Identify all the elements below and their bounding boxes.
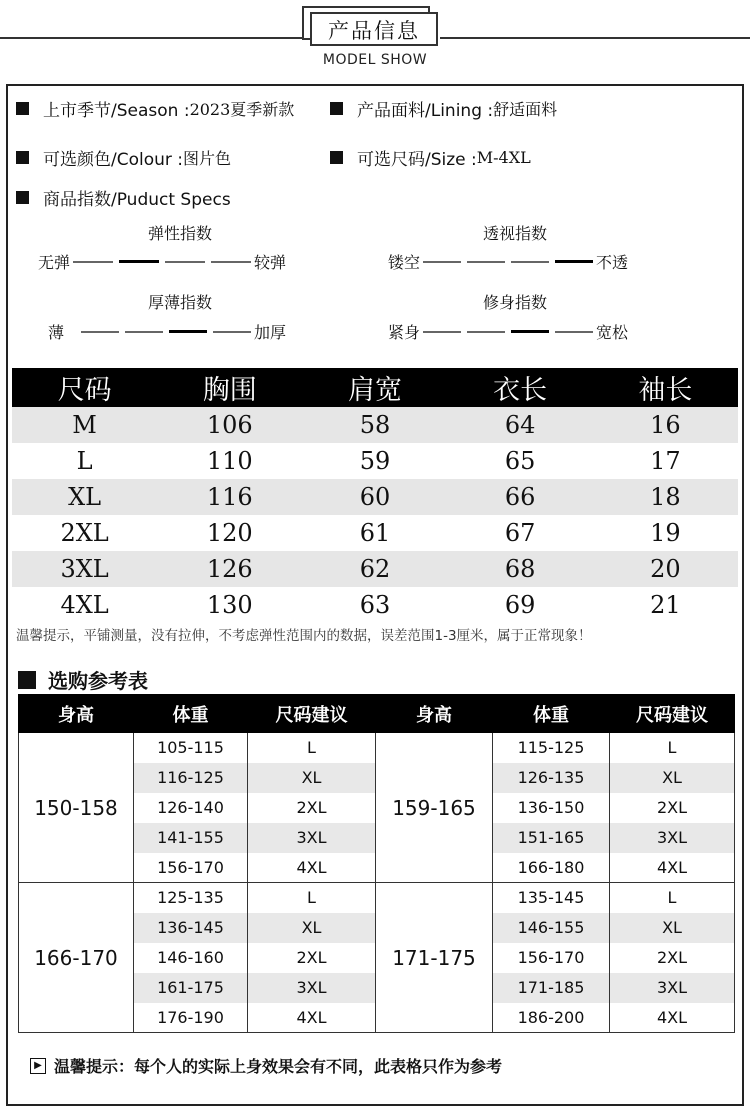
shoulder-cell: 58 [302, 407, 447, 443]
ref-header-cell: 尺码建议 [248, 695, 376, 733]
suggest-cell: XL [610, 913, 735, 943]
table-row [12, 443, 738, 479]
table-row [12, 407, 738, 443]
shoulder-cell: 59 [359, 447, 391, 475]
size-value: M-4XL [476, 148, 531, 167]
index-segment [169, 330, 207, 333]
weight-cell: 156-170 [493, 943, 610, 973]
ref-section-title [18, 665, 148, 694]
size-cell: 2XL [60, 519, 109, 547]
suggest-cell: 2XL [248, 793, 376, 823]
weight-cell: 116-125 [134, 763, 248, 793]
weight-cell: 171-185 [493, 973, 610, 1003]
length-cell: 69 [504, 591, 536, 619]
index-title-thickness: 厚薄指数 [147, 293, 212, 312]
index-segment [211, 261, 251, 263]
colour-label: 可选颜色/Colour : [43, 150, 184, 170]
sleeve-cell: 21 [650, 591, 681, 619]
index-left-label: 无弹 [38, 253, 71, 272]
measure-note: 温馨提示，平铺测量，没有拉伸，不考虑弹性范围内的数据，误差范围1-3厘米，属于正常现象！ [16, 628, 592, 644]
weight-cell: 126-135 [493, 763, 610, 793]
index-right-label: 宽松 [596, 323, 629, 342]
shoulder-cell: 61 [359, 519, 391, 547]
index-segment [467, 261, 505, 263]
length-cell: 68 [448, 551, 593, 587]
square-bullet-icon [330, 102, 343, 115]
suggest-cell: L [248, 883, 376, 913]
index-scale-elasticity [38, 250, 286, 273]
index-left-label: 紧身 [388, 323, 421, 342]
size-cell: L [76, 447, 93, 475]
specs-info [16, 185, 231, 210]
chest-cell: 116 [157, 479, 302, 515]
suggest-cell: 4XL [248, 1003, 376, 1033]
chest-cell: 130 [206, 591, 253, 619]
suggest-cell: L [610, 733, 735, 763]
index-segment [165, 261, 205, 263]
table-row [12, 479, 738, 515]
suggest-cell: 2XL [610, 943, 735, 973]
index-right-label: 不透 [596, 253, 629, 272]
square-bullet-icon [330, 151, 343, 164]
ref-header-cell: 尺码建议 [610, 695, 735, 733]
lining-value: 舒适面料 [493, 100, 558, 119]
table-row [12, 587, 738, 623]
header-subtitle: MODEL SHOW [322, 52, 428, 68]
index-segment [555, 331, 593, 333]
weight-cell: 126-140 [134, 793, 248, 823]
ref-header-cell: 体重 [134, 695, 248, 733]
header-title: 产品信息 [328, 19, 420, 43]
ref-title: 选购参考表 [48, 669, 148, 693]
table-row [12, 515, 738, 551]
sleeve-cell: 20 [593, 551, 738, 587]
size-info [330, 145, 531, 170]
index-segment [119, 260, 159, 263]
size-cell: 4XL [60, 591, 109, 619]
suggest-cell: 3XL [248, 973, 376, 1003]
length-cell: 65 [504, 447, 536, 475]
size-cell: XL [12, 479, 157, 515]
lining-info [330, 96, 557, 121]
weight-cell: 115-125 [493, 733, 610, 763]
length-cell: 66 [448, 479, 593, 515]
season-info [16, 96, 294, 121]
sleeve-cell: 18 [593, 479, 738, 515]
index-left-label: 镂空 [388, 253, 421, 272]
season-label: 上市季节/Season : [43, 101, 190, 121]
sleeve-cell: 19 [650, 519, 681, 547]
square-bullet-icon [16, 102, 29, 115]
header-title-box [302, 6, 440, 46]
specs-label: 商品指数/Puduct Specs [43, 190, 231, 210]
suggest-cell: 4XL [610, 1003, 735, 1033]
weight-cell: 135-145 [493, 883, 610, 913]
suggest-cell: XL [248, 763, 376, 793]
index-segment [73, 261, 113, 263]
colour-value: 图片色 [183, 149, 232, 168]
weight-cell: 141-155 [134, 823, 248, 853]
suggest-cell: XL [248, 913, 376, 943]
suggest-cell: L [248, 733, 376, 763]
index-segment [125, 331, 163, 333]
table-row [12, 551, 738, 587]
ref-table-header [19, 695, 735, 733]
shoulder-cell: 60 [302, 479, 447, 515]
square-bullet-icon [16, 191, 29, 204]
table-row [19, 883, 735, 913]
height-cell: 166-170 [19, 883, 134, 1033]
size-header-cell: 肩宽 [302, 368, 447, 407]
suggest-cell: 2XL [610, 793, 735, 823]
chest-cell: 106 [157, 407, 302, 443]
index-segment [467, 331, 505, 333]
suggest-cell: XL [610, 763, 735, 793]
square-bullet-icon [18, 671, 36, 689]
weight-cell: 186-200 [493, 1003, 610, 1033]
index-segment [511, 330, 549, 333]
size-header-cell: 尺码 [12, 368, 157, 407]
index-title-elasticity: 弹性指数 [147, 224, 212, 243]
suggest-cell: L [610, 883, 735, 913]
index-segment [213, 331, 251, 333]
weight-cell: 146-160 [134, 943, 248, 973]
header-divider-right [440, 37, 750, 39]
index-right-label: 加厚 [254, 323, 287, 342]
index-segment [555, 260, 593, 263]
index-scale-fit [388, 320, 628, 343]
sleeve-cell: 16 [593, 407, 738, 443]
index-right-label: 较弹 [254, 253, 287, 272]
suggest-cell: 3XL [610, 823, 735, 853]
index-segment [423, 261, 461, 263]
table-row [19, 733, 735, 763]
sleeve-cell: 17 [650, 447, 681, 475]
chest-cell: 120 [206, 519, 253, 547]
footer-note [30, 1054, 502, 1077]
colour-info [16, 145, 231, 170]
size-table-header [12, 368, 738, 407]
size-header-cell: 衣长 [448, 368, 593, 407]
length-cell: 67 [504, 519, 536, 547]
ref-header-cell: 身高 [376, 695, 493, 733]
suggest-cell: 2XL [248, 943, 376, 973]
play-icon: ▶ [30, 1058, 46, 1074]
weight-cell: 125-135 [134, 883, 248, 913]
size-cell: M [12, 407, 157, 443]
ref-header-cell: 身高 [19, 695, 134, 733]
length-cell: 64 [448, 407, 593, 443]
page-header [0, 0, 750, 84]
footer-note-text: 温馨提示：每个人的实际上身效果会有不同，此表格只作为参考 [54, 1057, 503, 1076]
header-divider-left [0, 37, 302, 39]
index-scale-transparency [388, 250, 628, 273]
suggest-cell: 4XL [610, 853, 735, 883]
size-header-cell: 胸围 [157, 368, 302, 407]
weight-cell: 146-155 [493, 913, 610, 943]
season-value: 2023夏季新款 [189, 100, 295, 119]
size-cell: 3XL [12, 551, 157, 587]
suggest-cell: 3XL [248, 823, 376, 853]
index-title-fit: 修身指数 [482, 293, 547, 312]
weight-cell: 176-190 [134, 1003, 248, 1033]
index-segment [81, 331, 119, 333]
weight-cell: 136-150 [493, 793, 610, 823]
weight-cell: 156-170 [134, 853, 248, 883]
size-header-cell: 袖长 [593, 368, 738, 407]
weight-cell: 105-115 [134, 733, 248, 763]
chest-cell: 110 [206, 447, 253, 475]
lining-label: 产品面料/Lining : [357, 101, 494, 121]
suggest-cell: 4XL [248, 853, 376, 883]
weight-cell: 151-165 [493, 823, 610, 853]
shoulder-cell: 62 [302, 551, 447, 587]
index-title-transparency: 透视指数 [482, 224, 547, 243]
square-bullet-icon [16, 151, 29, 164]
weight-cell: 136-145 [134, 913, 248, 943]
shoulder-cell: 63 [359, 591, 391, 619]
chest-cell: 126 [157, 551, 302, 587]
height-cell: 159-165 [376, 733, 493, 883]
index-segment [423, 331, 461, 333]
height-cell: 150-158 [19, 733, 134, 883]
index-segment [511, 261, 549, 263]
weight-cell: 166-180 [493, 853, 610, 883]
size-table [12, 368, 738, 623]
ref-header-cell: 体重 [493, 695, 610, 733]
index-left-label: 薄 [48, 323, 65, 342]
reference-table [18, 694, 735, 1033]
height-cell: 171-175 [376, 883, 493, 1033]
index-scale-thickness [48, 320, 286, 343]
size-label: 可选尺码/Size : [357, 150, 477, 170]
suggest-cell: 3XL [610, 973, 735, 1003]
weight-cell: 161-175 [134, 973, 248, 1003]
